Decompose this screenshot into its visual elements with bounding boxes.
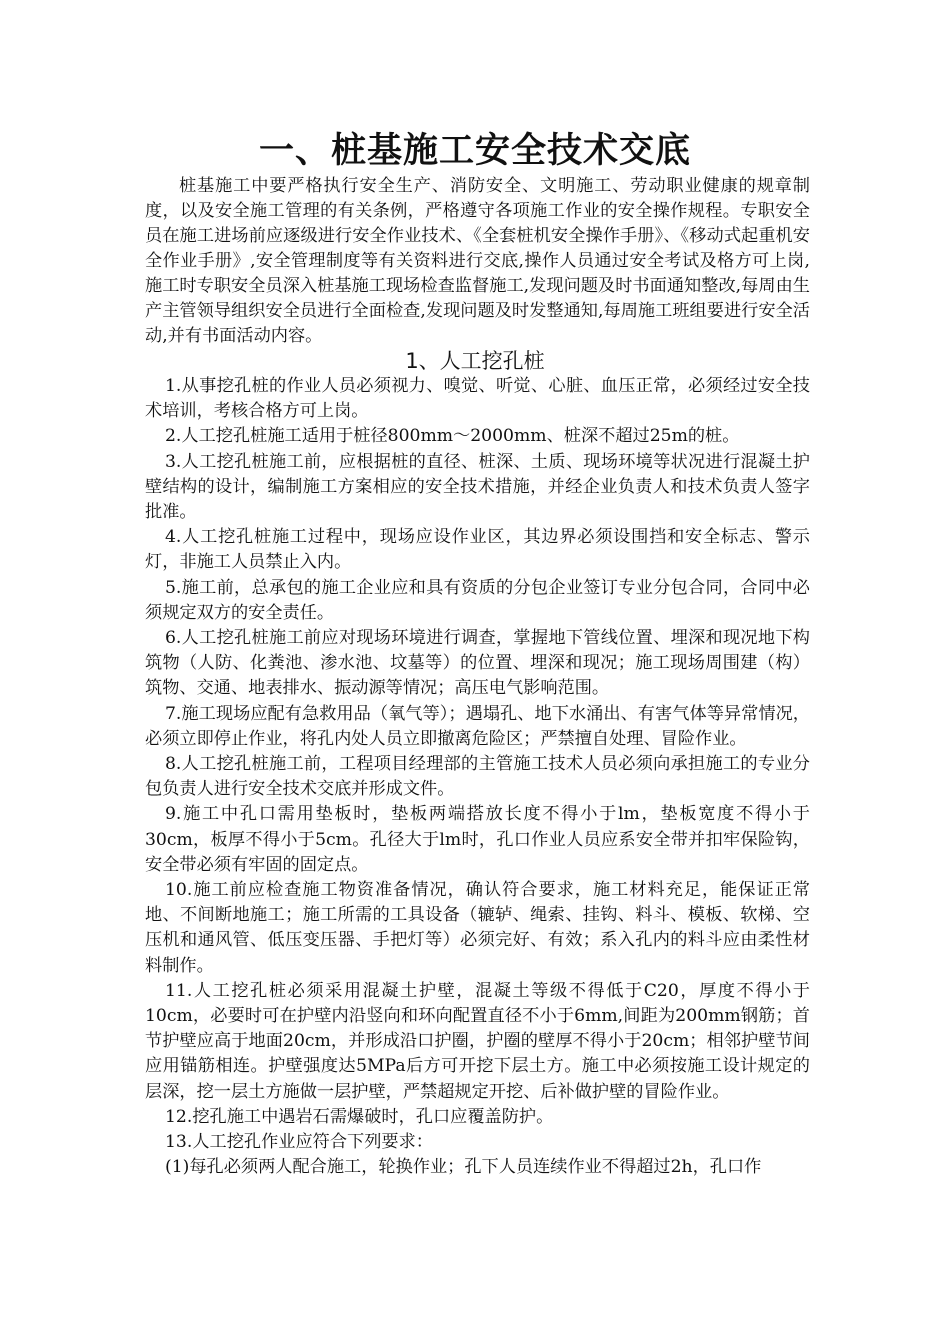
list-item: 10.施工前应检查施工物资准备情况，确认符合要求，施工材料充足，能保证正常地、不间断地施工；施工所需的工具设备（辘轳、绳索、挂钩、料斗、模板、软梯、空压机和通风管、低压变压器、手把灯等）必须完好、有效；系入孔内的料斗应由柔性材料制作。 <box>145 880 810 976</box>
list-item: 7.施工现场应配有急救用品（氧气等）；遇塌孔、地下水涌出、有害气体等异常情况，必须立即停止作业，将孔内处人员立即撤离危险区；严禁擅自处理、冒险作业。 <box>145 703 810 749</box>
list-item: 1.从事挖孔桩的作业人员必须视力、嗅觉、听觉、心脏、血压正常，必须经过安全技术培训，考核合格方可上岗。 <box>145 376 810 422</box>
intro-paragraph: 桩基施工中要严格执行安全生产、消防安全、文明施工、劳动职业健康的规章制度，以及安全施工管理的有关条例，严格遵守各项施工作业的安全操作规程。专职安全员在施工进场前应逐级进行安全作业技术、《全套桩机安全操作手册》、《移动式起重机安全作业手册》,安全管理制度等有关资料进行交底,操作人员通过安全考试及格方可上岗,施工时专职安全员深入桩基施工现场检查监督施工,发现问题及时书面通知整改,每周由生产主管领导组织安全员进行全面检查,发现问题及时发整通知,每周施工班组要进行安全活动,并有书面活动内容。 <box>145 176 810 346</box>
list-item: 11.人工挖孔桩必须采用混凝土护壁，混凝土等级不得低于C20，厚度不得小于10cm，必要时可在护壁内沿竖向和环向配置直径不小于6mm,间距为200mm钢筋；首节护壁应高于地面20cm，并形成沿口护圈，护圈的壁厚不得小于20cm；相邻护壁节间应用锚筋相连。护壁强度达5MPa后方可开挖下层土方。施工中必须按施工设计规定的层深，挖一层土方施做一层护壁，严禁超规定开挖、后补做护壁的冒险作业。 <box>145 980 810 1102</box>
list-item: 8.人工挖孔桩施工前，工程项目经理部的主管施工技术人员必须向承担施工的专业分包负责人进行安全技术交底并形成文件。 <box>145 754 810 800</box>
list-item: 3.人工挖孔桩施工前，应根据桩的直径、桩深、土质、现场环境等状况进行混凝土护壁结构的设计，编制施工方案相应的安全技术措施，并经企业负责人和技术负责人签字批准。 <box>145 451 810 523</box>
list-item: 12.挖孔施工中遇岩石需爆破时，孔口应覆盖防护。 <box>165 1106 554 1127</box>
section-heading: 1、人工挖孔桩 <box>405 349 545 373</box>
list-item: 13.人工挖孔作业应符合下列要求： <box>165 1132 433 1153</box>
list-item: 9.施工中孔口需用垫板时，垫板两端搭放长度不得小于lm，垫板宽度不得小于30cm，板厚不得小于5cm。孔径大于lm时，孔口作业人员应系安全带并扣牢保险钩，安全带必须有牢固的固定点。 <box>145 804 810 875</box>
list-item: 6.人工挖孔桩施工前应对现场环境进行调查，掌握地下管线位置、埋深和现况地下构筑物（人防、化粪池、渗水池、坟墓等）的位置、埋深和现况；施工现场周围建（构）筑物、交通、地表排水、振动源等情况；高压电气影响范围。 <box>145 628 810 699</box>
list-item: 4.人工挖孔桩施工过程中，现场应设作业区，其边界必须设围挡和安全标志、警示灯，非施工人员禁止入内。 <box>145 527 810 573</box>
document-title: 一、桩基施工安全技术交底 <box>258 131 691 171</box>
list-item: 5.施工前，总承包的施工企业应和具有资质的分包企业签订专业分包合同，合同中必须规定双方的安全责任。 <box>145 577 810 623</box>
list-item: 2.人工挖孔桩施工适用于桩径800mm～2000mm、桩深不超过25m的桩。 <box>165 426 740 447</box>
item-list <box>145 374 810 1181</box>
list-item: (1)每孔必须两人配合施工，轮换作业；孔下人员连续作业不得超过2h，孔口作 <box>165 1157 762 1178</box>
